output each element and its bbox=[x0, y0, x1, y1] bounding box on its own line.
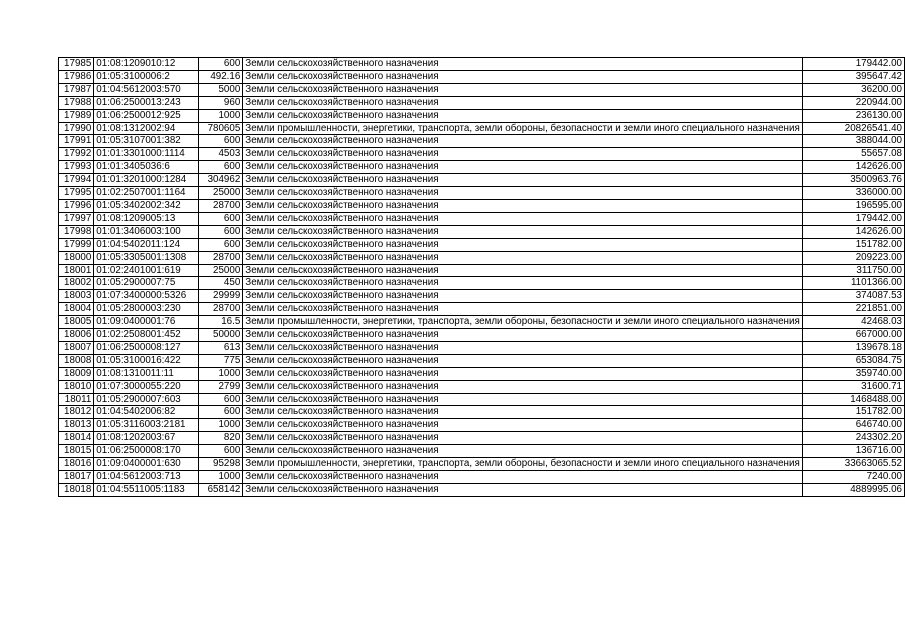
land-category-cell: Земли сельскохозяйственного назначения bbox=[243, 109, 802, 122]
area-cell: 600 bbox=[198, 225, 243, 238]
table-row bbox=[59, 148, 905, 161]
row-id-cell: 17998 bbox=[59, 225, 94, 238]
cadastral-number-cell: 01:08:1202003:67 bbox=[94, 432, 198, 445]
cadastral-value-cell: 139678.18 bbox=[802, 341, 904, 354]
table-row bbox=[59, 161, 905, 174]
area-cell: 820 bbox=[198, 432, 243, 445]
cadastral-value-cell: 653084.75 bbox=[802, 354, 904, 367]
area-cell: 450 bbox=[198, 277, 243, 290]
cadastral-value-cell: 395647.42 bbox=[802, 70, 904, 83]
table-row bbox=[59, 329, 905, 342]
row-id-cell: 18002 bbox=[59, 277, 94, 290]
cadastral-number-cell: 01:06:2500008:127 bbox=[94, 341, 198, 354]
land-category-cell: Земли сельскохозяйственного назначения bbox=[243, 148, 802, 161]
area-cell: 600 bbox=[198, 445, 243, 458]
cadastral-value-cell: 136716.00 bbox=[802, 445, 904, 458]
land-category-cell: Земли сельскохозяйственного назначения bbox=[243, 393, 802, 406]
row-id-cell: 18003 bbox=[59, 290, 94, 303]
cadastral-value-cell: 209223.00 bbox=[802, 251, 904, 264]
cadastral-value-cell: 646740.00 bbox=[802, 419, 904, 432]
cadastral-number-cell: 01:05:3305001:1308 bbox=[94, 251, 198, 264]
cadastral-value-cell: 3500963.76 bbox=[802, 174, 904, 187]
area-cell: 600 bbox=[198, 161, 243, 174]
row-id-cell: 18015 bbox=[59, 445, 94, 458]
cadastral-value-cell: 1468488.00 bbox=[802, 393, 904, 406]
land-category-cell: Земли сельскохозяйственного назначения bbox=[243, 329, 802, 342]
land-category-cell: Земли сельскохозяйственного назначения bbox=[243, 290, 802, 303]
table-row bbox=[59, 58, 905, 71]
cadastral-value-cell: 374087.53 bbox=[802, 290, 904, 303]
row-id-cell: 18017 bbox=[59, 471, 94, 484]
table-row bbox=[59, 277, 905, 290]
table-row bbox=[59, 303, 905, 316]
land-category-cell: Земли сельскохозяйственного назначения bbox=[243, 58, 802, 71]
cadastral-number-cell: 01:07:3000055:220 bbox=[94, 380, 198, 393]
area-cell: 613 bbox=[198, 341, 243, 354]
land-category-cell: Земли сельскохозяйственного назначения bbox=[243, 419, 802, 432]
area-cell: 600 bbox=[198, 393, 243, 406]
cadastral-number-cell: 01:08:1209005:13 bbox=[94, 212, 198, 225]
table-row bbox=[59, 419, 905, 432]
land-category-cell: Земли сельскохозяйственного назначения bbox=[243, 212, 802, 225]
area-cell: 28700 bbox=[198, 251, 243, 264]
land-category-cell: Земли сельскохозяйственного назначения bbox=[243, 174, 802, 187]
cadastral-number-cell: 01:07:3400000:5326 bbox=[94, 290, 198, 303]
cadastral-value-cell: 33663065.52 bbox=[802, 458, 904, 471]
table-row bbox=[59, 458, 905, 471]
land-category-cell: Земли промышленности, энергетики, транспорта, земли обороны, безопасности и земли иного специального назначения bbox=[243, 316, 802, 329]
land-category-cell: Земли сельскохозяйственного назначения bbox=[243, 380, 802, 393]
area-cell: 1000 bbox=[198, 367, 243, 380]
area-cell: 960 bbox=[198, 96, 243, 109]
area-cell: 600 bbox=[198, 135, 243, 148]
row-id-cell: 17987 bbox=[59, 83, 94, 96]
land-category-cell: Земли сельскохозяйственного назначения bbox=[243, 187, 802, 200]
cadastral-number-cell: 01:04:5511005:1183 bbox=[94, 483, 198, 496]
land-category-cell: Земли сельскохозяйственного назначения bbox=[243, 238, 802, 251]
cadastral-value-cell: 359740.00 bbox=[802, 367, 904, 380]
land-category-cell: Земли сельскохозяйственного назначения bbox=[243, 161, 802, 174]
row-id-cell: 18008 bbox=[59, 354, 94, 367]
cadastral-value-cell: 236130.00 bbox=[802, 109, 904, 122]
land-category-cell: Земли сельскохозяйственного назначения bbox=[243, 277, 802, 290]
land-category-cell: Земли сельскохозяйственного назначения bbox=[243, 251, 802, 264]
cadastral-value-cell: 667000.00 bbox=[802, 329, 904, 342]
area-cell: 5000 bbox=[198, 83, 243, 96]
row-id-cell: 18014 bbox=[59, 432, 94, 445]
cadastral-value-cell: 336000.00 bbox=[802, 187, 904, 200]
cadastral-value-cell: 1101366.00 bbox=[802, 277, 904, 290]
cadastral-value-cell: 196595.00 bbox=[802, 199, 904, 212]
land-category-cell: Земли промышленности, энергетики, транспорта, земли обороны, безопасности и земли иного специального назначения bbox=[243, 458, 802, 471]
land-category-cell: Земли сельскохозяйственного назначения bbox=[243, 367, 802, 380]
cadastral-value-cell: 142626.00 bbox=[802, 161, 904, 174]
cadastral-value-cell: 7240.00 bbox=[802, 471, 904, 484]
table-row bbox=[59, 432, 905, 445]
cadastral-value-cell: 151782.00 bbox=[802, 406, 904, 419]
row-id-cell: 17996 bbox=[59, 199, 94, 212]
cadastral-value-cell: 151782.00 bbox=[802, 238, 904, 251]
land-category-cell: Земли промышленности, энергетики, транспорта, земли обороны, безопасности и земли иного специального назначения bbox=[243, 122, 802, 135]
row-id-cell: 17999 bbox=[59, 238, 94, 251]
row-id-cell: 17994 bbox=[59, 174, 94, 187]
cadastral-number-cell: 01:08:1312002:94 bbox=[94, 122, 198, 135]
table-row bbox=[59, 393, 905, 406]
table-row bbox=[59, 445, 905, 458]
table-row bbox=[59, 367, 905, 380]
land-category-cell: Земли сельскохозяйственного назначения bbox=[243, 341, 802, 354]
area-cell: 600 bbox=[198, 212, 243, 225]
row-id-cell: 18006 bbox=[59, 329, 94, 342]
cadastral-number-cell: 01:06:2500013:243 bbox=[94, 96, 198, 109]
area-cell: 304962 bbox=[198, 174, 243, 187]
cadastral-value-cell: 311750.00 bbox=[802, 264, 904, 277]
cadastral-number-cell: 01:04:5402006:82 bbox=[94, 406, 198, 419]
cadastral-number-cell: 01:05:3100016:422 bbox=[94, 354, 198, 367]
cadastral-value-cell: 243302.20 bbox=[802, 432, 904, 445]
table-row bbox=[59, 406, 905, 419]
table-row bbox=[59, 471, 905, 484]
cadastral-value-cell: 220944.00 bbox=[802, 96, 904, 109]
cadastral-number-cell: 01:05:2800003:230 bbox=[94, 303, 198, 316]
area-cell: 600 bbox=[198, 406, 243, 419]
area-cell: 1000 bbox=[198, 471, 243, 484]
area-cell: 28700 bbox=[198, 199, 243, 212]
cadastral-number-cell: 01:05:3107001:382 bbox=[94, 135, 198, 148]
row-id-cell: 17990 bbox=[59, 122, 94, 135]
table-row bbox=[59, 83, 905, 96]
table-row bbox=[59, 380, 905, 393]
table-row bbox=[59, 483, 905, 496]
table-row bbox=[59, 290, 905, 303]
cadastral-value-cell: 20826541.40 bbox=[802, 122, 904, 135]
cadastral-number-cell: 01:02:2507001:1164 bbox=[94, 187, 198, 200]
cadastral-number-cell: 01:05:3100006:2 bbox=[94, 70, 198, 83]
cadastral-number-cell: 01:06:2500008:170 bbox=[94, 445, 198, 458]
land-category-cell: Земли сельскохозяйственного назначения bbox=[243, 303, 802, 316]
cadastral-value-cell: 179442.00 bbox=[802, 212, 904, 225]
area-cell: 2799 bbox=[198, 380, 243, 393]
land-category-cell: Земли сельскохозяйственного назначения bbox=[243, 445, 802, 458]
table-row bbox=[59, 122, 905, 135]
table-row bbox=[59, 354, 905, 367]
area-cell: 775 bbox=[198, 354, 243, 367]
area-cell: 16.5 bbox=[198, 316, 243, 329]
land-category-cell: Земли сельскохозяйственного назначения bbox=[243, 199, 802, 212]
cadastral-number-cell: 01:09:0400001:630 bbox=[94, 458, 198, 471]
cadastral-number-cell: 01:01:3201000:1284 bbox=[94, 174, 198, 187]
table-row bbox=[59, 199, 905, 212]
cadastral-number-cell: 01:05:2900007:603 bbox=[94, 393, 198, 406]
area-cell: 25000 bbox=[198, 187, 243, 200]
cadastral-number-cell: 01:04:5612003:713 bbox=[94, 471, 198, 484]
land-category-cell: Земли сельскохозяйственного назначения bbox=[243, 83, 802, 96]
row-id-cell: 17989 bbox=[59, 109, 94, 122]
area-cell: 25000 bbox=[198, 264, 243, 277]
area-cell: 1000 bbox=[198, 419, 243, 432]
row-id-cell: 18010 bbox=[59, 380, 94, 393]
row-id-cell: 17993 bbox=[59, 161, 94, 174]
cadastral-number-cell: 01:05:3402002:342 bbox=[94, 199, 198, 212]
row-id-cell: 18018 bbox=[59, 483, 94, 496]
row-id-cell: 18005 bbox=[59, 316, 94, 329]
table-row bbox=[59, 225, 905, 238]
cadastral-number-cell: 01:08:1310011:11 bbox=[94, 367, 198, 380]
area-cell: 50000 bbox=[198, 329, 243, 342]
row-id-cell: 17997 bbox=[59, 212, 94, 225]
area-cell: 1000 bbox=[198, 109, 243, 122]
row-id-cell: 18004 bbox=[59, 303, 94, 316]
cadastral-number-cell: 01:05:3116003:2181 bbox=[94, 419, 198, 432]
table-row bbox=[59, 212, 905, 225]
cadastral-value-cell: 388044.00 bbox=[802, 135, 904, 148]
area-cell: 4503 bbox=[198, 148, 243, 161]
row-id-cell: 17995 bbox=[59, 187, 94, 200]
land-category-cell: Земли сельскохозяйственного назначения bbox=[243, 432, 802, 445]
table-row bbox=[59, 316, 905, 329]
table-row bbox=[59, 96, 905, 109]
cadastral-number-cell: 01:04:5612003:570 bbox=[94, 83, 198, 96]
table-row bbox=[59, 109, 905, 122]
cadastral-value-cell: 221851.00 bbox=[802, 303, 904, 316]
row-id-cell: 18016 bbox=[59, 458, 94, 471]
cadastral-number-cell: 01:06:2500012:925 bbox=[94, 109, 198, 122]
area-cell: 29999 bbox=[198, 290, 243, 303]
area-cell: 600 bbox=[198, 238, 243, 251]
area-cell: 780605 bbox=[198, 122, 243, 135]
land-category-cell: Земли сельскохозяйственного назначения bbox=[243, 96, 802, 109]
area-cell: 28700 bbox=[198, 303, 243, 316]
row-id-cell: 18001 bbox=[59, 264, 94, 277]
table-row bbox=[59, 238, 905, 251]
table-body bbox=[59, 58, 905, 497]
row-id-cell: 17985 bbox=[59, 58, 94, 71]
table-row bbox=[59, 135, 905, 148]
land-category-cell: Земли сельскохозяйственного назначения bbox=[243, 225, 802, 238]
row-id-cell: 17991 bbox=[59, 135, 94, 148]
cadastral-number-cell: 01:01:3405036:6 bbox=[94, 161, 198, 174]
cadastral-number-cell: 01:01:3301000:1114 bbox=[94, 148, 198, 161]
land-category-cell: Земли сельскохозяйственного назначения bbox=[243, 70, 802, 83]
table-row bbox=[59, 264, 905, 277]
cadastral-value-cell: 4889995.06 bbox=[802, 483, 904, 496]
cadastral-value-cell: 36200.00 bbox=[802, 83, 904, 96]
table-row bbox=[59, 187, 905, 200]
row-id-cell: 18007 bbox=[59, 341, 94, 354]
cadastral-value-cell: 55657.08 bbox=[802, 148, 904, 161]
cadastral-number-cell: 01:08:1209010:12 bbox=[94, 58, 198, 71]
area-cell: 95298 bbox=[198, 458, 243, 471]
cadastral-number-cell: 01:04:5402011:124 bbox=[94, 238, 198, 251]
row-id-cell: 17986 bbox=[59, 70, 94, 83]
land-category-cell: Земли сельскохозяйственного назначения bbox=[243, 354, 802, 367]
land-category-cell: Земли сельскохозяйственного назначения bbox=[243, 135, 802, 148]
table-row bbox=[59, 70, 905, 83]
area-cell: 658142 bbox=[198, 483, 243, 496]
row-id-cell: 18009 bbox=[59, 367, 94, 380]
cadastral-number-cell: 01:02:2401001:619 bbox=[94, 264, 198, 277]
cadastral-number-cell: 01:02:2508001:452 bbox=[94, 329, 198, 342]
row-id-cell: 18000 bbox=[59, 251, 94, 264]
cadastral-value-cell: 31600.71 bbox=[802, 380, 904, 393]
row-id-cell: 18013 bbox=[59, 419, 94, 432]
cadastral-number-cell: 01:01:3406003:100 bbox=[94, 225, 198, 238]
land-registry-table bbox=[58, 57, 905, 497]
cadastral-number-cell: 01:05:2900007:75 bbox=[94, 277, 198, 290]
row-id-cell: 17988 bbox=[59, 96, 94, 109]
row-id-cell: 18012 bbox=[59, 406, 94, 419]
table-row bbox=[59, 251, 905, 264]
cadastral-value-cell: 142626.00 bbox=[802, 225, 904, 238]
land-category-cell: Земли сельскохозяйственного назначения bbox=[243, 483, 802, 496]
land-category-cell: Земли сельскохозяйственного назначения bbox=[243, 471, 802, 484]
table-row bbox=[59, 341, 905, 354]
land-category-cell: Земли сельскохозяйственного назначения bbox=[243, 406, 802, 419]
cadastral-value-cell: 179442.00 bbox=[802, 58, 904, 71]
land-category-cell: Земли сельскохозяйственного назначения bbox=[243, 264, 802, 277]
cadastral-number-cell: 01:09:0400001:76 bbox=[94, 316, 198, 329]
area-cell: 492.16 bbox=[198, 70, 243, 83]
area-cell: 600 bbox=[198, 58, 243, 71]
table-row bbox=[59, 174, 905, 187]
row-id-cell: 18011 bbox=[59, 393, 94, 406]
cadastral-value-cell: 42468.03 bbox=[802, 316, 904, 329]
row-id-cell: 17992 bbox=[59, 148, 94, 161]
